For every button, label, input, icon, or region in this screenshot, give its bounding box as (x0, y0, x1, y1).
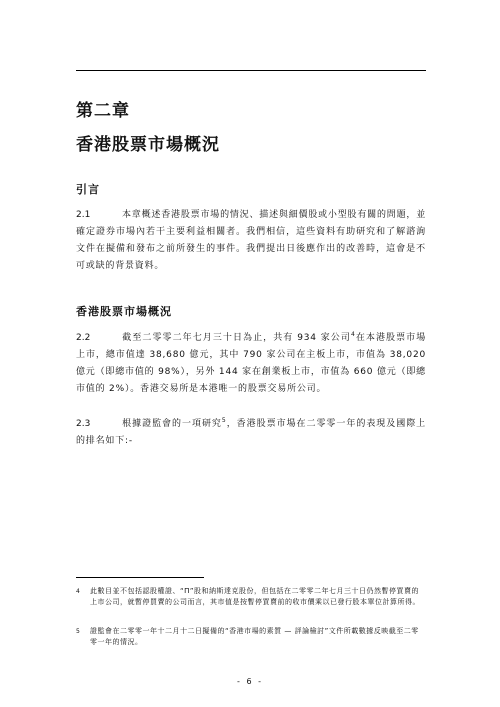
page-number: - 6 - (237, 677, 263, 686)
paragraph-text: 截至二零零二年七月三十日為止，共有 934 家公司 (122, 333, 351, 343)
footnote-ref-5[interactable]: 5 (221, 417, 227, 424)
footnote-mark: 5 (76, 628, 81, 635)
footnote-rule (76, 577, 204, 578)
footnote-text: 證監會在二零零一年十二月十二日擬備的“香港市場的素質 — 評論檢討”文件所載數據反映截至二零零一年的情況。 (90, 627, 419, 646)
footnote-ref-4[interactable]: 4 (350, 331, 356, 338)
chapter-number: 第二章 (76, 101, 130, 121)
footnote-4 (76, 586, 426, 608)
paragraph-2-2 (76, 330, 426, 398)
paragraph-number: 2.2 (76, 333, 91, 343)
paragraph-2-3 (76, 416, 426, 450)
paragraph-text: 在本港股票市場上市，總市值達 38,680 億元，其中 790 家公司在主板上市，市值為 38,020 億元（即總市值的 98%），另外 144 家在創業板上市，市值為 660 億元（即總市值的 2%）。香港交易所是本港唯一的股票交易所公司。 (76, 333, 426, 394)
paragraph-text: 根據證監會的一項研究 (122, 419, 222, 429)
section-heading-market-overview: 香港股票市場概況 (76, 305, 172, 318)
chapter-title: 香港股票市場概況 (76, 135, 220, 155)
paragraph-number: 2.3 (76, 419, 91, 429)
footnote-5 (76, 626, 426, 648)
paragraph-text: ，香港股票市場在二零零一年的表現及國際上的排名如下:- (76, 419, 426, 446)
header-rule (76, 70, 426, 71)
paragraph-number: 2.1 (76, 210, 91, 220)
footnote-text: 此數目並不包括認股權證、“Π”股和納斯達克股份，但包括在二零零二年七月三十日仍然暫停買賣的上市公司，就暫停買賣的公司而言，其市值是按暫停買賣前的收市價乘以已發行股本單位計算所得。 (90, 587, 420, 606)
paragraph-2-1 (76, 207, 426, 275)
paragraph-text: 本章概述香港股票市場的情況、描述與細價股或小型股有關的問題，並確定證券市場內若干主要利益相關者。我們相信，這些資料有助研究和了解諮詢文件在擬備和發布之前所發生的事件。我們提出日後應作出的改善時，這會是不可或缺的背景資料。 (76, 210, 426, 271)
footnote-mark: 4 (76, 588, 81, 595)
section-heading-introduction: 引言 (76, 183, 100, 196)
